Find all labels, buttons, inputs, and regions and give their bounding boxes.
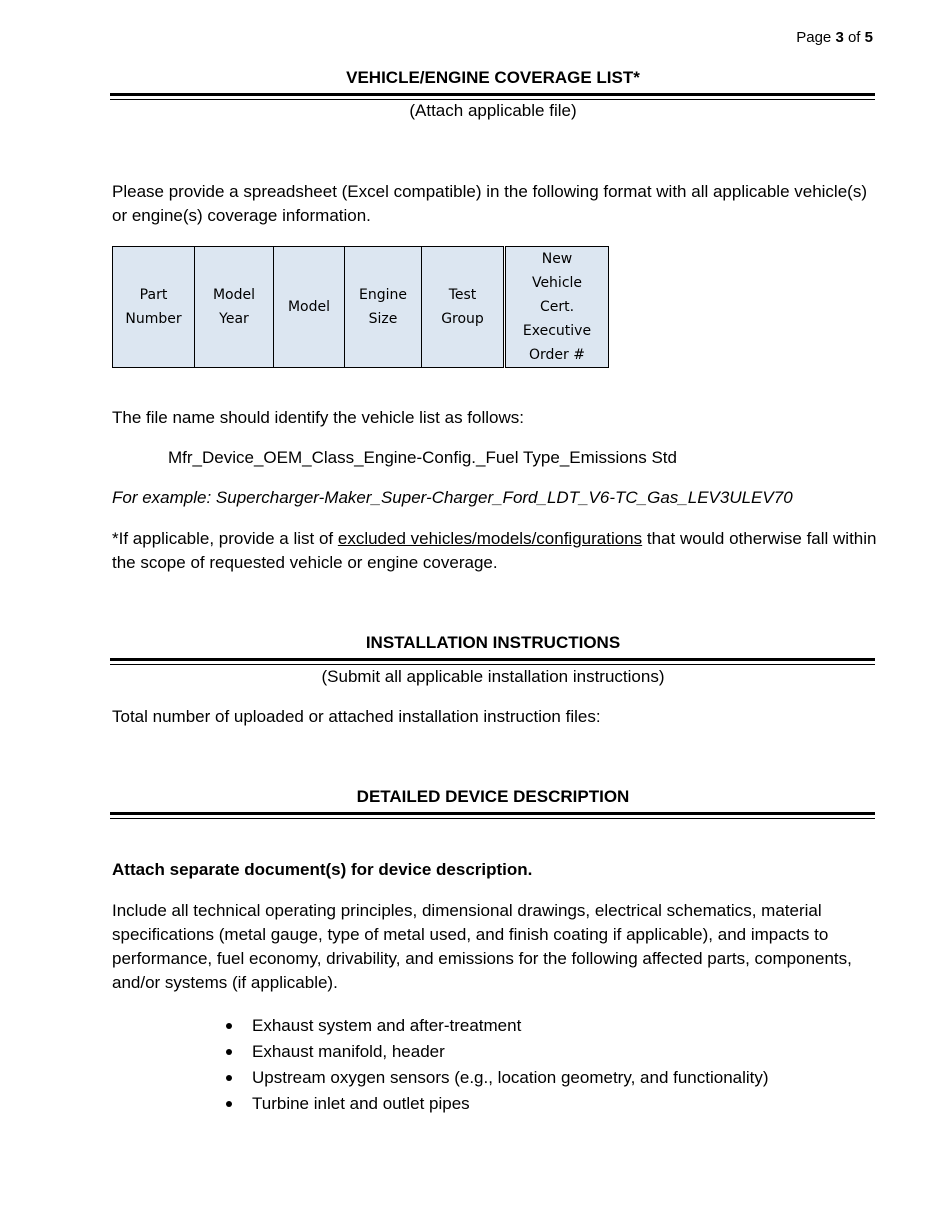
- table-header-cell: Engine Size: [345, 247, 422, 368]
- bullet-icon: [226, 1049, 232, 1055]
- table-header-cell: New Vehicle Cert. Executive Order #: [506, 247, 609, 368]
- page-current: 3: [835, 29, 844, 46]
- coverage-subheading: (Attach applicable file): [409, 101, 577, 120]
- coverage-intro: Please provide a spreadsheet (Excel compatible) in the following format with all applicable vehicle(s) or engine(s) coverage information.: [112, 182, 867, 225]
- page-number: [796, 26, 873, 50]
- list-item: Turbine inlet and outlet pipes: [224, 1091, 769, 1117]
- installation-heading-rule: [110, 658, 875, 665]
- page-total: 5: [864, 29, 873, 46]
- include-text: Include all technical operating principles, dimensional drawings, electrical schematics, material specifications (metal gauge, type of metal used, and finish coating if applicable), and impacts to performance, fuel economy, drivability, and emissions for the following affected parts, components, and/or systems (if applicable).: [112, 901, 852, 992]
- table-header-row: [113, 247, 609, 368]
- excluded-note-underlined: excluded vehicles/models/configurations: [337, 529, 643, 548]
- description-heading: DETAILED DEVICE DESCRIPTION: [356, 787, 630, 806]
- installation-heading: INSTALLATION INSTRUCTIONS: [365, 633, 621, 652]
- coverage-format-table: [112, 246, 609, 368]
- attach-note: Attach separate document(s) for device description.: [112, 860, 533, 879]
- table-header-cell: Model: [274, 247, 345, 368]
- bullet-icon: [226, 1075, 232, 1081]
- list-item: Upstream oxygen sensors (e.g., location geometry, and functionality): [224, 1065, 769, 1091]
- installation-subheading: (Submit all applicable installation instructions): [321, 667, 665, 686]
- installation-total-label: Total number of uploaded or attached installation instruction files:: [112, 707, 601, 726]
- list-item: Exhaust manifold, header: [224, 1039, 769, 1065]
- bullet-icon: [226, 1101, 232, 1107]
- table-header-cell: Part Number: [113, 247, 195, 368]
- file-name-example: For example: Supercharger-Maker_Super-Charger_Ford_LDT_V6-TC_Gas_LEV3ULEV70: [112, 488, 793, 507]
- excluded-note-suffix: that would otherwise fall within the scope of requested vehicle or engine coverage.: [112, 529, 877, 572]
- bullet-icon: [226, 1023, 232, 1029]
- excluded-note: [112, 527, 877, 575]
- page-label: Page: [796, 29, 832, 46]
- file-name-intro: The file name should identify the vehicle list as follows:: [112, 408, 524, 427]
- file-name-format: Mfr_Device_OEM_Class_Engine-Config._Fuel Type_Emissions Std: [168, 448, 677, 467]
- table-header-cell: Test Group: [422, 247, 504, 368]
- table-header-cell: Model Year: [195, 247, 274, 368]
- excluded-note-prefix: *If applicable, provide a list of: [112, 529, 338, 548]
- affected-parts-list: [224, 1013, 769, 1117]
- description-heading-rule: [110, 812, 875, 819]
- list-item: Exhaust system and after-treatment: [224, 1013, 769, 1039]
- page-of: of: [847, 29, 861, 46]
- coverage-heading: VEHICLE/ENGINE COVERAGE LIST*: [346, 68, 640, 87]
